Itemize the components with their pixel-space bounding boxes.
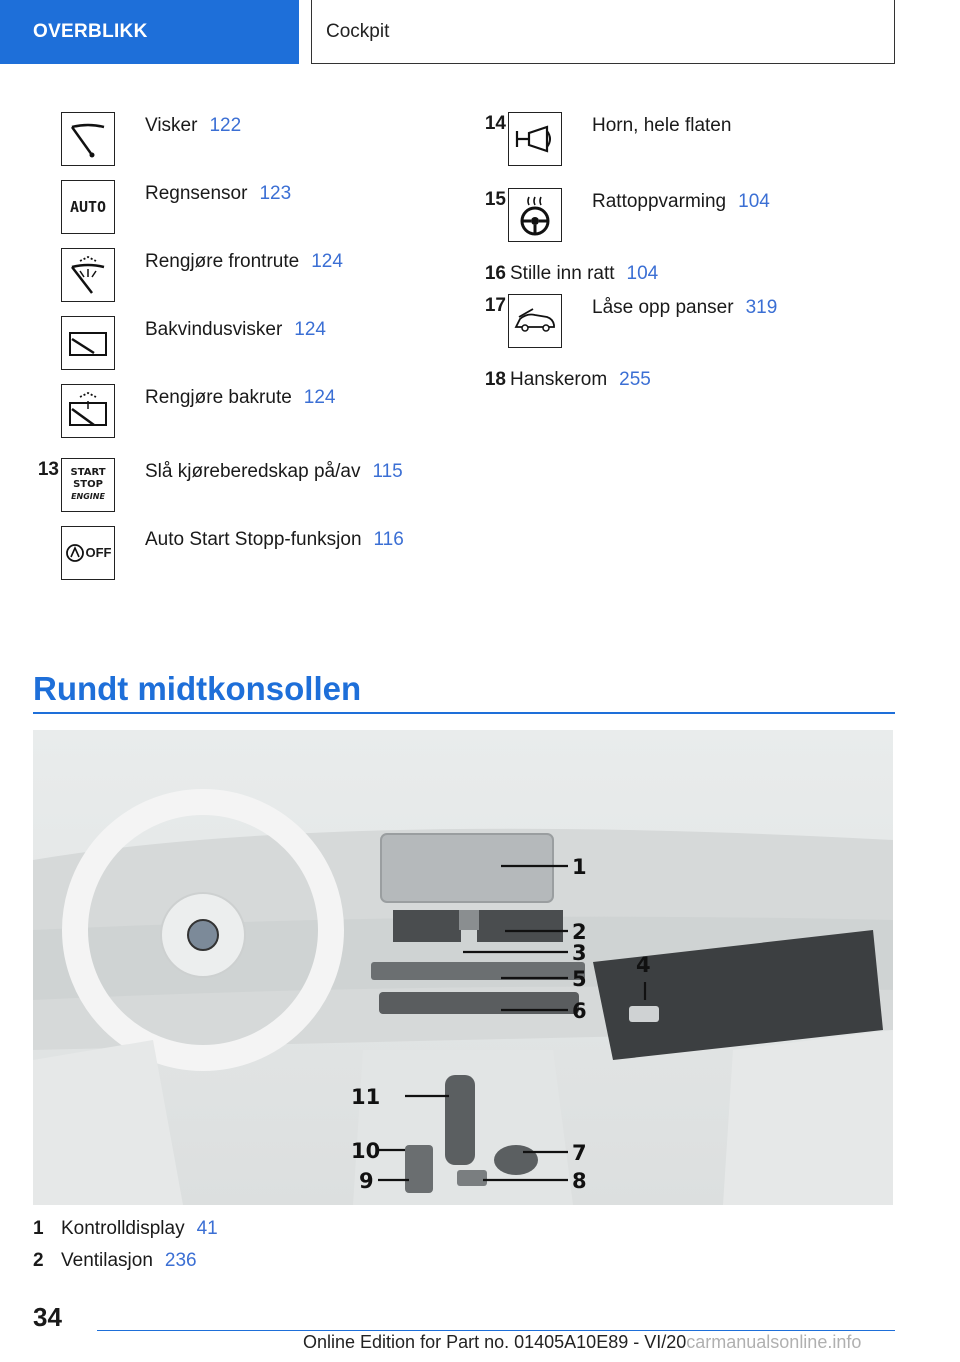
start-stop-icon: START STOP ENGINE <box>61 458 115 512</box>
item-label: Låse opp panser 319 <box>592 297 778 318</box>
list-item: 14 Horn, hele flaten <box>480 112 743 166</box>
item-label: Horn, hele flaten <box>592 115 732 136</box>
page-ref-link[interactable]: 41 <box>196 1218 218 1239</box>
page-ref-link[interactable]: 123 <box>259 183 292 204</box>
section-tab: OVERBLIKK <box>0 0 299 64</box>
item-label: Rattoppvarming 104 <box>592 191 770 212</box>
list-item <box>33 180 291 234</box>
section-divider <box>33 712 895 714</box>
callout-label: 11 <box>351 1085 381 1109</box>
item-label: Regnsensor 123 <box>145 183 292 204</box>
auto-icon: AUTO <box>61 180 115 234</box>
list-item <box>33 316 326 370</box>
item-label: Auto Start Stopp-funksjon 116 <box>145 529 404 550</box>
list-item <box>33 248 343 302</box>
item-label: Rengjøre frontrute 124 <box>145 251 343 272</box>
watermark: carmanualsonline.info <box>686 1332 862 1352</box>
page-ref-link[interactable]: 236 <box>164 1250 197 1271</box>
footer-divider <box>97 1330 895 1331</box>
callout-label: 5 <box>572 967 587 991</box>
list-item: 13 START STOP ENGINE Slå kjøreberedskap på/av 115 <box>33 458 403 512</box>
windshield-washer-icon <box>61 248 115 302</box>
page-ref-link[interactable]: 124 <box>303 387 336 408</box>
callout-label: 8 <box>572 1169 587 1193</box>
page-ref-link[interactable]: 104 <box>626 263 659 284</box>
car-hood-icon <box>508 294 562 348</box>
page-ref-link[interactable]: 255 <box>619 369 651 390</box>
list-item: 15 Rattoppvarming 104 <box>480 188 770 242</box>
page-ref-link[interactable]: 124 <box>294 319 326 340</box>
footer-text: Online Edition for Part no. 01405A10E89 - VI/20carmanualsonline.info <box>303 1332 862 1352</box>
list-item <box>33 384 336 438</box>
page-ref-link[interactable]: 122 <box>209 115 242 136</box>
callout-label: 1 <box>572 855 587 879</box>
wiper-icon <box>61 112 115 166</box>
steering-heat-icon <box>508 188 562 242</box>
page-number: 34 <box>33 1302 62 1332</box>
page-ref-link[interactable]: 124 <box>311 251 343 272</box>
item-label: Rengjøre bakrute 124 <box>145 387 336 408</box>
horn-icon <box>508 112 562 166</box>
page-ref-link[interactable]: 116 <box>373 529 404 550</box>
page-ref-link[interactable]: 104 <box>738 191 770 212</box>
list-item <box>33 112 241 166</box>
callout-label: 2 <box>572 920 587 944</box>
page-ref-link[interactable]: 319 <box>745 297 778 318</box>
chapter-title: Cockpit <box>311 0 895 64</box>
callout-label: 3 <box>572 941 587 965</box>
item-label: Slå kjøreberedskap på/av 115 <box>145 461 403 482</box>
item-label: Visker 122 <box>145 115 242 136</box>
page-ref-link[interactable]: 115 <box>372 461 403 482</box>
section-heading: Rundt midtkonsollen <box>33 670 362 707</box>
rear-washer-icon <box>61 384 115 438</box>
rear-wiper-icon <box>61 316 115 370</box>
list-item: 18 Hanskerom 255 <box>484 369 651 390</box>
callout-label: 9 <box>359 1169 374 1193</box>
cockpit-figure <box>33 730 893 1205</box>
callout-label: 6 <box>572 999 587 1023</box>
item-label: Bakvindusvisker 124 <box>145 319 326 340</box>
callout-label: 10 <box>351 1139 381 1163</box>
callout-label: 7 <box>572 1141 587 1165</box>
list-item <box>33 526 404 580</box>
auto-start-stop-off-icon: OFF <box>61 526 115 580</box>
item-label: Stille inn ratt 104 <box>510 263 659 284</box>
callout-label: 4 <box>636 953 651 977</box>
list-item: 16 Stille inn ratt 104 <box>484 263 659 284</box>
legend-item: 1 Kontrolldisplay 41 <box>33 1218 218 1239</box>
list-item: 17 Låse opp panser 319 <box>480 294 777 348</box>
legend-item: 2 Ventilasjon 236 <box>33 1250 197 1271</box>
item-label: Hanskerom 255 <box>510 369 651 390</box>
